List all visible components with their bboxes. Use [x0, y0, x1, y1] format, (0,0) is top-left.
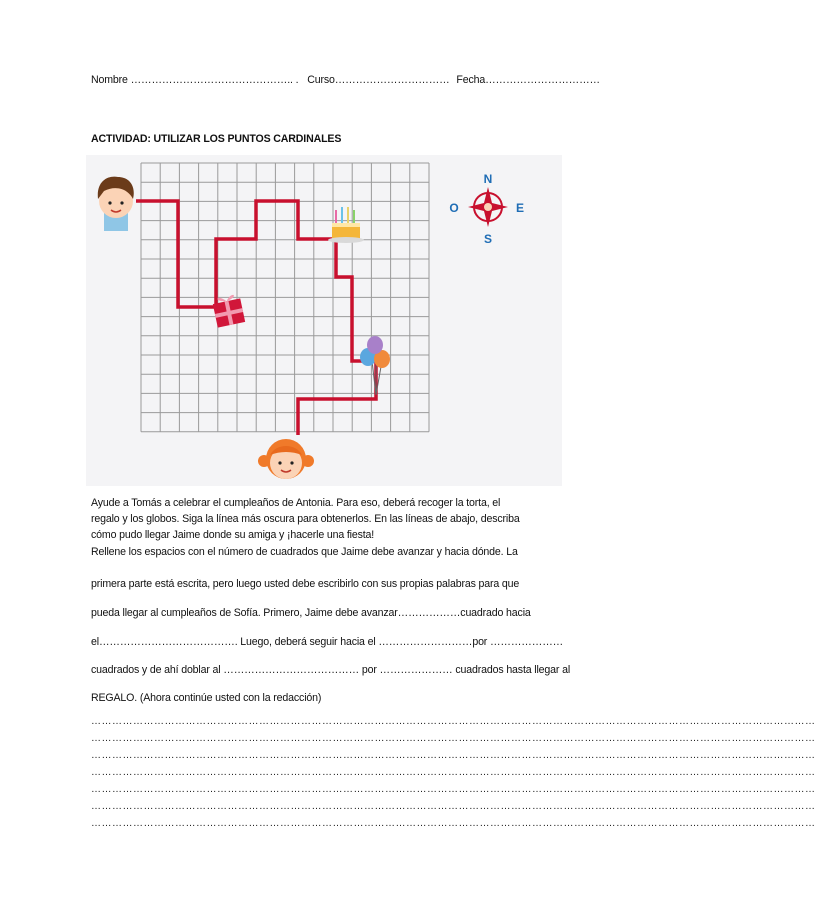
activity-title: ACTIVIDAD: UTILIZAR LOS PUNTOS CARDINALES — [91, 133, 342, 145]
compass-north: N — [483, 172, 493, 186]
maze-svg — [86, 155, 562, 486]
paragraph-line[interactable]: cuadrados y de ahí doblar al ………………………………… por ………………… cuadrados hasta llegar al — [91, 664, 571, 676]
instruction-line: cómo pudo llegar Jaime donde su amiga y ¡hacerle una fiesta! — [91, 529, 375, 541]
instruction-line: regalo y los globos. Siga la línea más oscura para obtenerlos. En las líneas de abajo, describa — [91, 513, 520, 525]
nombre-field[interactable]: Nombre ……………………………………….. . — [91, 74, 299, 86]
compass-east: E — [515, 201, 525, 215]
girl-face-icon — [258, 439, 314, 479]
answer-line[interactable]: ……………………………………………………………………………………………………………………………………………………………………………………… — [91, 818, 816, 829]
boy-face-icon — [98, 177, 134, 231]
curso-field[interactable]: Curso…………………………… — [307, 74, 450, 86]
header-line — [91, 74, 600, 86]
paragraph-line[interactable]: pueda llegar al cumpleaños de Sofía. Primero, Jaime debe avanzar………………cuadrado hacia — [91, 607, 531, 619]
answer-line[interactable]: ……………………………………………………………………………………………………………………………………………………………………………………… — [91, 784, 816, 795]
fecha-field[interactable]: Fecha…………………………… — [456, 74, 600, 86]
paragraph-line: REGALO. (Ahora continúe usted con la redacción) — [91, 692, 322, 704]
paragraph-line: primera parte está escrita, pero luego usted debe escribirlo con sus propias palabras para que — [91, 578, 520, 590]
compass-rose-icon — [449, 172, 524, 246]
instruction-line: Rellene los espacios con el número de cuadrados que Jaime debe avanzar y hacia dónde. La — [91, 546, 518, 558]
compass-south: S — [483, 232, 493, 246]
paragraph-line[interactable]: el…………………………………. Luego, deberá seguir hacia el ………………………por ………………… — [91, 636, 564, 648]
answer-line[interactable]: ……………………………………………………………………………………………………………………………………………………………………………………… — [91, 767, 816, 778]
maze-grid — [141, 163, 429, 432]
answer-line[interactable]: ……………………………………………………………………………………………………………………………………………………………………………………… — [91, 750, 816, 761]
answer-line[interactable]: ……………………………………………………………………………………………………………………………………………………………………………………… — [91, 733, 816, 744]
instruction-line: Ayude a Tomás a celebrar el cumpleaños de Antonia. Para eso, deberá recoger la torta, el — [91, 497, 501, 509]
answer-line[interactable]: ……………………………………………………………………………………………………………………………………………………………………………………… — [91, 801, 816, 812]
answer-line[interactable]: ……………………………………………………………………………………………………………………………………………………………………………………… — [91, 716, 816, 727]
maze-illustration — [86, 155, 562, 486]
compass-west: O — [449, 201, 459, 215]
